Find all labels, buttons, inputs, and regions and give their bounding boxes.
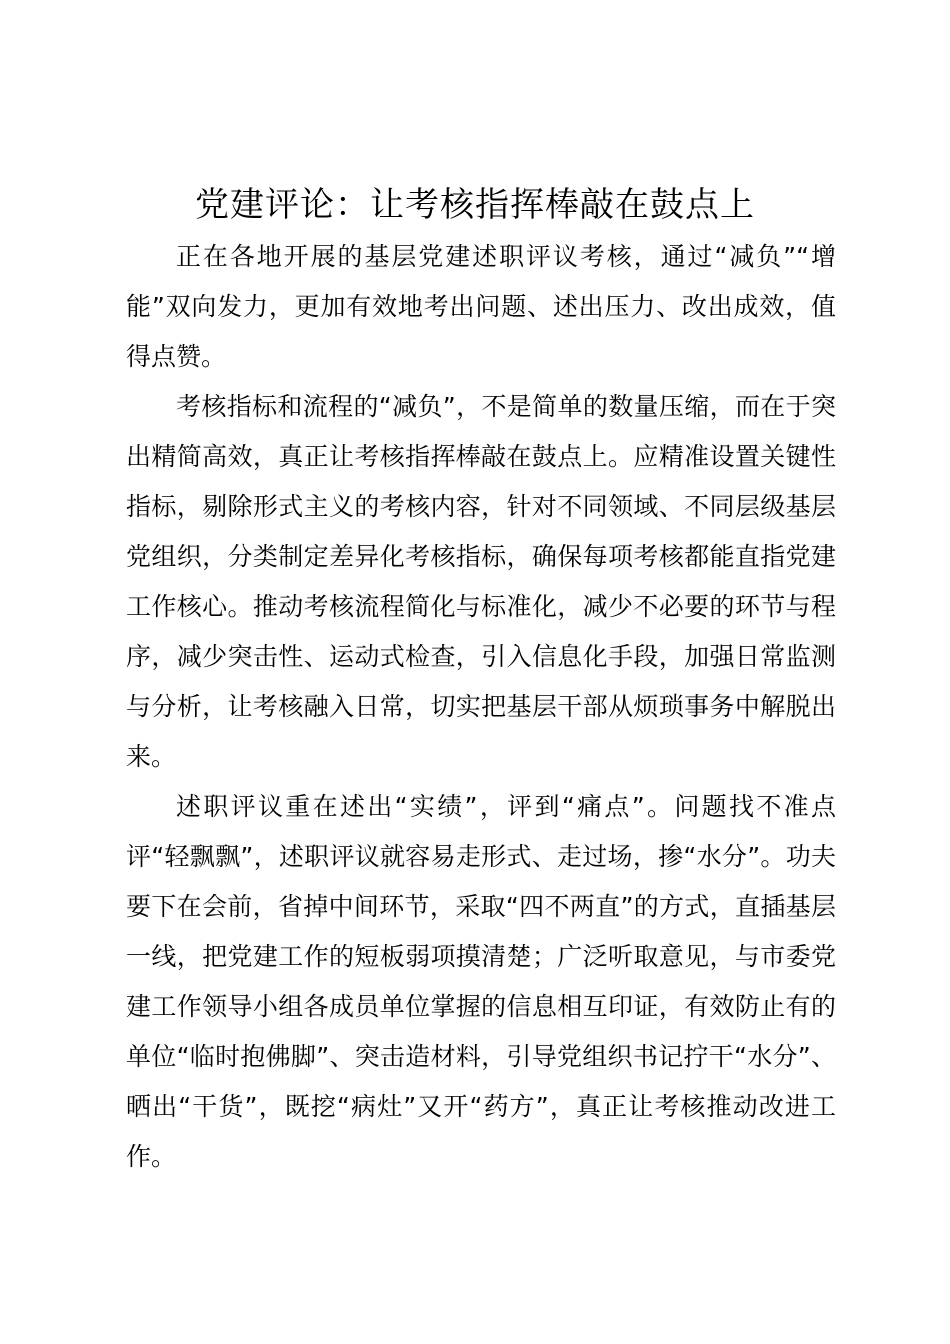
paragraph-reduce-burden: 考核指标和流程的“减负”，不是简单的数量压缩，而在于突出精简高效，真正让考核指挥棒敲在鼓点上。应精准设置关键性指标，剔除形式主义的考核内容，针对不同领域、不同层级基层党组织，分类制定差异化考核指标，确保每项考核都能直指党建工作核心。推动考核流程简化与标准化，减少不必要的环节与程序，减少突击性、运动式检查，引入信息化手段，加强日常监测与分析，让考核融入日常，切实把基层干部从烦琐事务中解脱出来。	[126, 392, 836, 771]
document-body	[126, 232, 836, 1182]
paragraph-intro: 正在各地开展的基层党建述职评议考核，通过“减负”“增能”双向发力，更加有效地考出问题、述出压力、改出成效，值得点赞。	[126, 242, 836, 371]
paragraph-review: 述职评议重在述出“实绩”，评到“痛点”。问题找不准点评“轻飘飘”，述职评议就容易走形式、走过场，掺“水分”。功夫要下在会前，省掉中间环节，采取“四不两直”的方式，直插基层一线，把党建工作的短板弱项摸清楚；广泛听取意见，与市委党建工作领导小组各成员单位掌握的信息相互印证，有效防止有的单位“临时抱佛脚”、突击造材料，引导党组织书记拧干“水分”、晒出“干货”，既挖“病灶”又开“药方”，真正让考核推动改进工作。	[126, 792, 836, 1171]
document-title: 党建评论：让考核指挥棒敲在鼓点上	[195, 185, 755, 225]
